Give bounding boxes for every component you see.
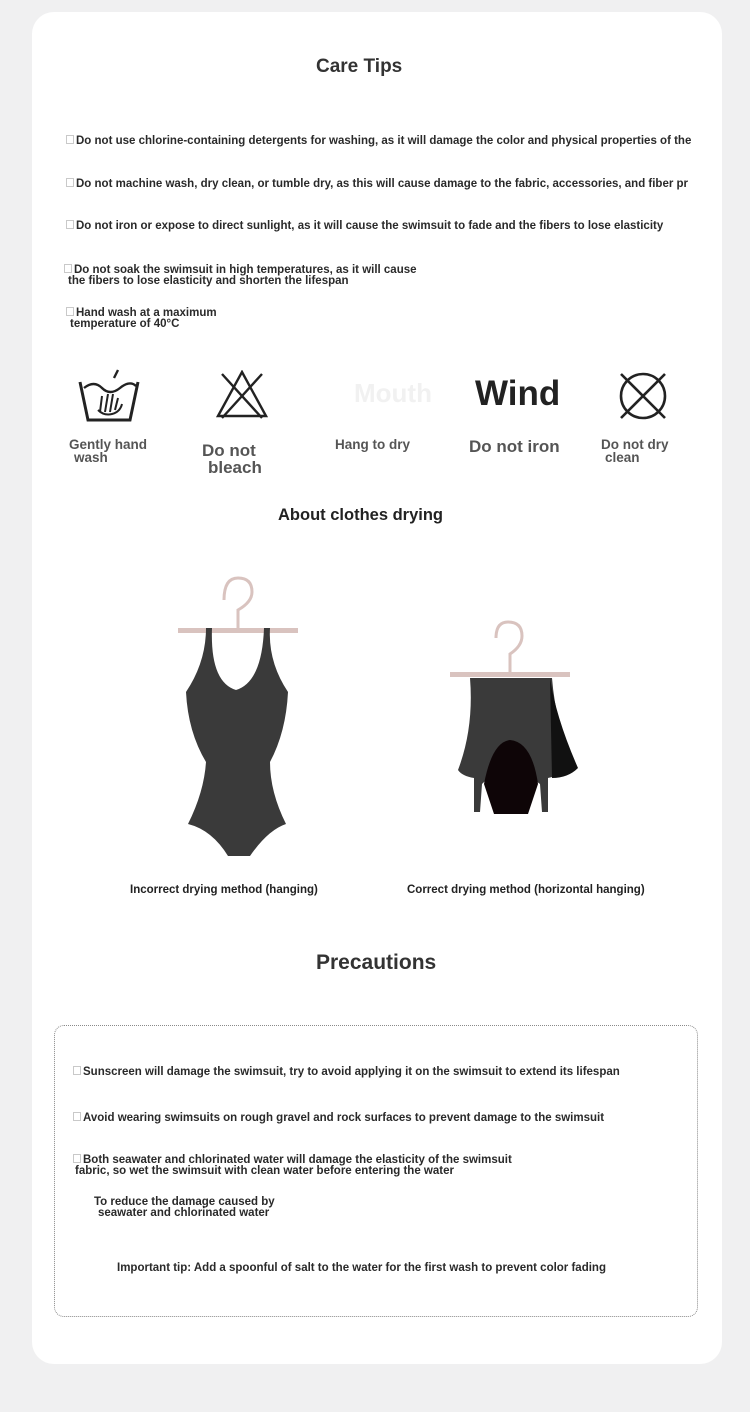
reduce-damage-note: To reduce the damage caused by seawater and chlorinated water [94, 1196, 275, 1219]
wind-text: Wind [475, 374, 561, 413]
hang-dry-watermark: Mouth [354, 378, 432, 408]
bullet-box-icon [66, 178, 74, 187]
bullet-box-icon [73, 1154, 81, 1163]
care-card [32, 12, 722, 1364]
bullet-box-icon [66, 307, 74, 316]
no-dry-clean-icon [617, 370, 669, 422]
precaution-3: Both seawater and chlorinated water will damage the elasticity of the swimsuit fabric, so wet the swimsuit with clean water before entering the water [75, 1154, 512, 1177]
precautions-title: Precautions [316, 951, 437, 974]
care-tip-3: Do not iron or expose to direct sunlight, as it will cause the swimsuit to fade and the fibers to lose elasticity [66, 220, 663, 232]
incorrect-hanging-swimsuit-image [172, 572, 302, 862]
bullet-box-icon [73, 1112, 81, 1121]
drying-title: About clothes drying [278, 506, 443, 524]
correct-drying-caption: Correct drying method (horizontal hanging) [407, 884, 645, 896]
no-iron-label: Do not iron [469, 437, 560, 456]
no-bleach-icon [216, 370, 268, 420]
precaution-1: Sunscreen will damage the swimsuit, try to avoid applying it on the swimsuit to extend its lifespan [73, 1066, 620, 1078]
no-dry-clean-label: Do not dry clean [601, 437, 669, 465]
hand-wash-icon [78, 368, 140, 424]
bullet-box-icon [73, 1066, 81, 1075]
important-tip: Important tip: Add a spoonful of salt to the water for the first wash to prevent color fading [117, 1262, 606, 1274]
hang-dry-label: Hang to dry [335, 437, 411, 452]
care-tip-4: Do not soak the swimsuit in high temperatures, as it will cause the fibers to lose elasticity and shorten the lifespan [64, 264, 417, 287]
precaution-2: Avoid wearing swimsuits on rough gravel and rock surfaces to prevent damage to the swimsuit [73, 1112, 604, 1124]
care-tips-title: Care Tips [316, 56, 403, 77]
correct-horizontal-swimsuit-image [444, 618, 584, 814]
bullet-box-icon [66, 220, 74, 229]
bullet-box-icon [66, 135, 74, 144]
bullet-box-icon [64, 264, 72, 273]
incorrect-drying-caption: Incorrect drying method (hanging) [130, 884, 318, 896]
care-tip-5: Hand wash at a maximum temperature of 40°C [66, 307, 217, 330]
care-tip-1: Do not use chlorine-containing detergents for washing, as it will damage the color and physical properties of the [66, 135, 691, 147]
no-bleach-label: Do not bleach [202, 441, 262, 477]
hand-wash-label: Gently hand wash [69, 437, 148, 465]
care-tip-2: Do not machine wash, dry clean, or tumble dry, as this will cause damage to the fabric, accessories, and fiber pr [66, 178, 688, 190]
